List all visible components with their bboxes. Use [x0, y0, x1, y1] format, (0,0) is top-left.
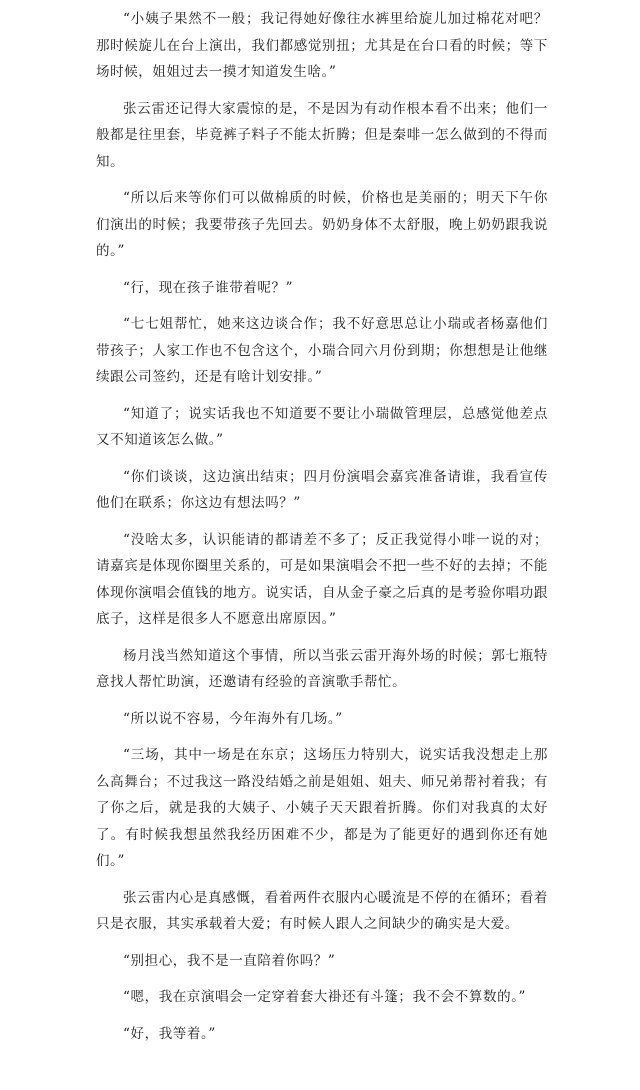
- paragraph: “所以说不容易，今年海外有几场。”: [123, 710, 343, 727]
- paragraph: “没啥太多，认识能请的都请差不多了；反正我觉得小啡一说的对；请嘉宾是体现你圈里关系的，可是如果演唱会不把一些不好的去掉；不能体现你演唱会值钱的地方。说实话，自从金子豪之后真的是考验你唱功跟底子，这样是很多人不愿意出席原因。”: [96, 531, 548, 627]
- paragraph: “行，现在孩子谁带着呢？”: [123, 279, 294, 296]
- paragraph: “七七姐帮忙，她来这边谈合作；我不好意思总让小瑞或者杨嘉他们带孩子；人家工作也不包含这个，小瑞合同六月份到期；你想想是让他继续跟公司签约，还是有啥计划安排。”: [96, 316, 548, 385]
- paragraph: “别担心，我不是一直陪着你吗？”: [123, 952, 336, 969]
- paragraph: 杨月浅当然知道这个事情，所以当张云雷开海外场的时候；郭七瓶特意找人帮忙助演，还邀请有经验的音演歌手帮忙。: [96, 647, 548, 690]
- paragraph: “知道了；说实话我也不知道要不要让小瑞做管理层，总感觉他差点又不知道该怎么做。”: [96, 405, 548, 448]
- paragraph: “你们谈谈，这边演出结束；四月份演唱会嘉宾准备请谁，我看宣传他们在联系；你这边有想法吗？”: [96, 468, 548, 511]
- paragraph: 张云雷还记得大家震惊的是，不是因为有动作根本看不出来；他们一般都是往里套，毕竟裤子料子不能太折腾；但是秦啡一怎么做到的不得而知。: [96, 100, 548, 170]
- paragraph: “小姨子果然不一般；我记得她好像往水裤里给旋儿加过棉花对吧？那时候旋儿在台上演出，我们都感觉别扭；尤其是在台口看的时候；等下场时候，姐姐过去一摸才知道发生啥。”: [96, 11, 548, 80]
- paragraph: “好，我等着。”: [123, 1025, 216, 1042]
- paragraph: 张云雷内心是真感慨，看着两件衣服内心暖流是不停的在循环；看着只是衣服，其实承载着大爱；有时候人跟人之间缺少的确实是大爱。: [96, 889, 548, 932]
- paragraph: “所以后来等你们可以做棉质的时候，价格也是美丽的；明天下午你们演出的时候；我要带孩子先回去。奶奶身体不太舒服，晚上奶奶跟我说的。”: [96, 190, 548, 259]
- paragraph: “三场，其中一场是在东京；这场压力特别大，说实话我没想走上那么高舞台；不过我这一路没结婚之前是姐姐、姐夫、师兄弟帮衬着我；有了你之后，就是我的大姨子、小姨子天天跟着折腾。你们对我真的太好了。有时候我想虽然我经历困难不少，都是为了能更好的遇到你还有她们。”: [96, 747, 548, 869]
- document-body: [96, 6, 548, 1057]
- paragraph: “嗯，我在京演唱会一定穿着套大褂还有斗篷；我不会不算数的。”: [123, 989, 527, 1005]
